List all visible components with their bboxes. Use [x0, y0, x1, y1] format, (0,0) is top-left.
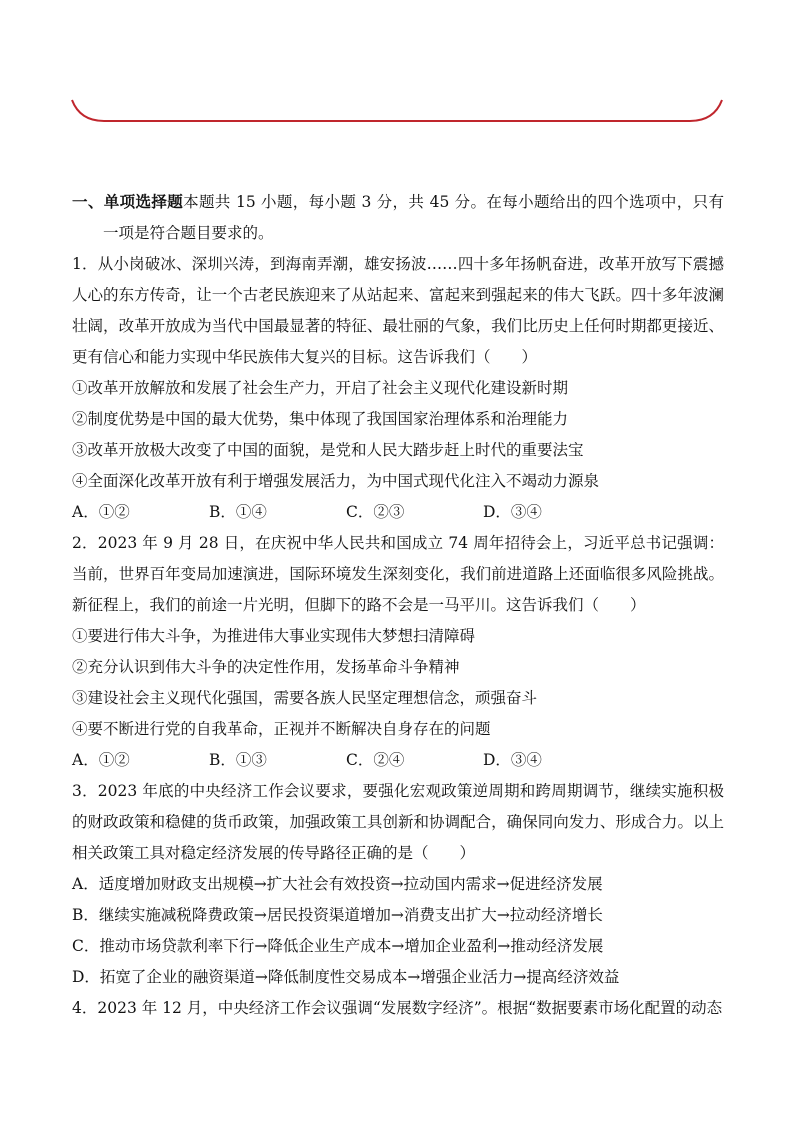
section-title-bold: 一、单项选择题	[72, 192, 184, 211]
question-1-statement-3: ③改革开放极大改变了中国的面貌，是党和人民大踏步赶上时代的重要法宝	[72, 441, 584, 459]
question-3-choice-d: D．拓宽了企业的融资渠道→降低制度性交易成本→增强企业活力→提高经济效益	[72, 968, 620, 986]
question-2-option-c: C．②④	[346, 751, 405, 769]
question-1-statement-1: ①改革开放解放和发展了社会生产力，开启了社会主义现代化建设新时期	[72, 379, 569, 397]
section-title	[72, 186, 724, 249]
question-3-choice-a: A．适度增加财政支出规模→扩大社会有效投资→拉动国内需求→促进经济发展	[72, 875, 603, 893]
question-3-choice-c: C．推动市场贷款利率下行→降低企业生产成本→增加企业盈利→推动经济发展	[72, 937, 604, 955]
question-1-stem: 1．从小岗破冰、深圳兴涛，到海南弄潮，雄安扬波……四十多年扬帆奋进，改革开放写下震撼人心的东方传奇，让一个古老民族迎来了从站起来、富起来到强起来的伟大飞跃。四十多年波澜壮阔，改革开放成为当代中国最显著的特征、最壮丽的气象，我们比历史上任何时期都更接近、更有信心和能力实现中华民族伟大复兴的目标。这告诉我们（ ）	[72, 255, 724, 366]
section-title-instructions: 本题共 15 小题，每小题 3 分，共 45 分。在每小题给出的四个选项中，只有一项是符合题目要求的。	[103, 193, 724, 242]
question-1-option-d: D．③④	[483, 503, 542, 521]
question-3-stem: 3．2023 年底的中央经济工作会议要求，要强化宏观政策逆周期和跨周期调节，继续实施积极的财政政策和稳健的货币政策，加强政策工具创新和协调配合，确保同向发力、形成合力。以上相关政策工具对稳定经济发展的传导路径正确的是（ ）	[72, 782, 724, 862]
question-1-option-b: B．①④	[209, 503, 267, 521]
question-2-statement-2: ②充分认识到伟大斗争的决定性作用，发扬革命斗争精神	[72, 658, 460, 676]
header-decoration-curve	[0, 0, 794, 140]
question-1-statement-2: ②制度优势是中国的最大优势，集中体现了我国国家治理体系和治理能力	[72, 410, 569, 428]
question-2-statement-3: ③建设社会主义现代化强国，需要各族人民坚定理想信念，顽强奋斗	[72, 689, 538, 707]
question-1-statement-4: ④全面深化改革开放有利于增强发展活力，为中国式现代化注入不竭动力源泉	[72, 472, 600, 490]
question-4-stem: 4．2023 年 12 月，中央经济工作会议强调“发展数字经济”。根据“数据要素市场化配置的动态	[72, 999, 723, 1017]
question-3-choice-b: B．继续实施减税降费政策→居民投资渠道增加→消费支出扩大→拉动经济增长	[72, 906, 603, 924]
question-2-option-d: D．③④	[483, 751, 542, 769]
question-1-option-a: A．①②	[72, 503, 130, 521]
question-2-option-a: A．①②	[72, 751, 130, 769]
question-2-stem: 2．2023 年 9 月 28 日，在庆祝中华人民共和国成立 74 周年招待会上，习近平总书记强调：当前，世界百年变局加速演进，国际环境发生深刻变化，我们前进道路上还面临很多风险挑战。新征程上，我们的前途一片光明，但脚下的路不会是一马平川。这告诉我们（ ）	[72, 534, 724, 614]
question-2-statement-1: ①要进行伟大斗争，为推进伟大事业实现伟大梦想扫清障碍	[72, 627, 476, 645]
question-1-options	[72, 497, 724, 528]
question-2-options	[72, 745, 724, 776]
question-2-option-b: B．①③	[209, 751, 267, 769]
question-2-statement-4: ④要不断进行党的自我革命，正视并不断解决自身存在的问题	[72, 720, 491, 738]
exam-content	[72, 186, 724, 1024]
question-1-option-c: C．②③	[346, 503, 405, 521]
